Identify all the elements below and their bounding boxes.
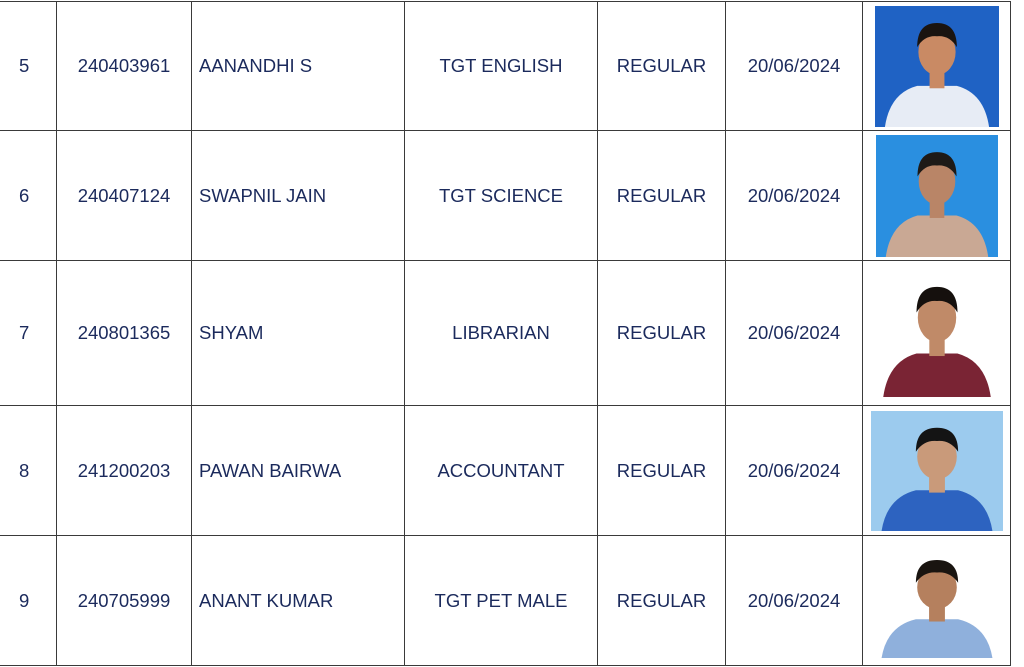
employee-code: 240407124 [57,131,192,261]
table-row [0,2,1011,131]
joining-date: 20/06/2024 [726,536,863,666]
photo-cell [863,261,1011,406]
serial-number: 7 [0,261,57,406]
post-title: LIBRARIAN [405,261,598,406]
employee-name: ANANT KUMAR [192,536,405,666]
appointment-type: REGULAR [598,131,726,261]
table-row [0,536,1011,666]
post-title: ACCOUNTANT [405,406,598,536]
employee-name: PAWAN BAIRWA [192,406,405,536]
joining-date: 20/06/2024 [726,406,863,536]
photo-cell [863,406,1011,536]
photo-cell [863,536,1011,666]
photo-cell [863,131,1011,261]
staff-table [0,1,1011,666]
photo-cell [863,2,1011,131]
employee-photo [875,6,999,127]
post-title: TGT SCIENCE [405,131,598,261]
table-row [0,261,1011,406]
employee-code: 240705999 [57,536,192,666]
employee-photo [871,544,1003,658]
employee-code: 240403961 [57,2,192,131]
joining-date: 20/06/2024 [726,2,863,131]
post-title: TGT ENGLISH [405,2,598,131]
serial-number: 6 [0,131,57,261]
employee-photo [873,269,1001,397]
appointment-type: REGULAR [598,261,726,406]
table-row [0,406,1011,536]
employee-photo [871,411,1003,531]
serial-number: 5 [0,2,57,131]
employee-name: SWAPNIL JAIN [192,131,405,261]
serial-number: 8 [0,406,57,536]
serial-number: 9 [0,536,57,666]
appointment-type: REGULAR [598,2,726,131]
post-title: TGT PET MALE [405,536,598,666]
employee-code: 241200203 [57,406,192,536]
employee-name: AANANDHI S [192,2,405,131]
employee-photo [876,135,998,257]
employee-name: SHYAM [192,261,405,406]
employee-code: 240801365 [57,261,192,406]
appointment-type: REGULAR [598,406,726,536]
table-row [0,131,1011,261]
joining-date: 20/06/2024 [726,131,863,261]
appointment-type: REGULAR [598,536,726,666]
joining-date: 20/06/2024 [726,261,863,406]
